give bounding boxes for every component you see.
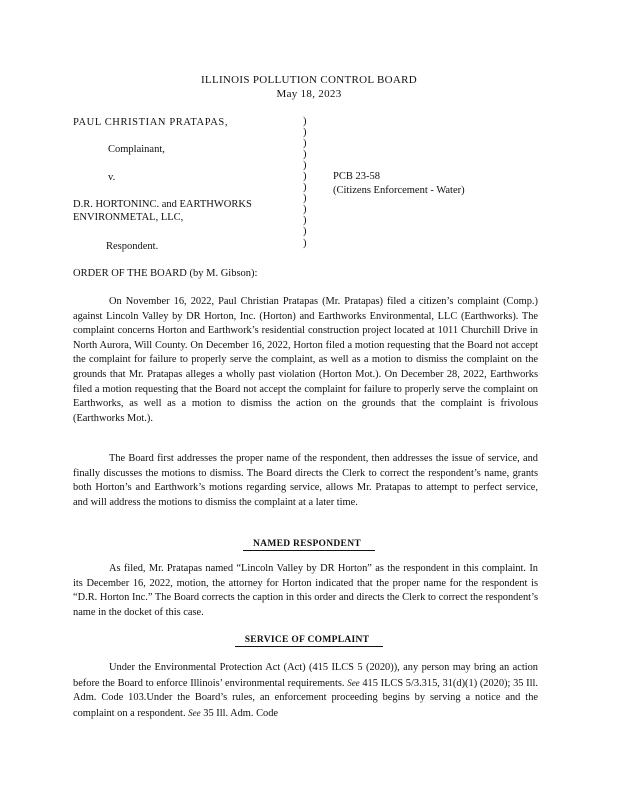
paragraph-4-text-c: 35 Ill. Adm. Code [203,707,279,719]
order-date: May 18, 2023 [276,88,342,100]
caption-paren: ) [303,226,307,237]
board-name: ILLINOIS POLLUTION CONTROL BOARD [200,74,418,86]
paragraph-4-text-a: Under the Environmental Protection Act (Act) (415 ILCS 5 (2020)), any person may bring an action before the Board to enforce Illinois’ environmental requirements. [73,662,538,689]
case-number: PCB 23-58 [333,171,380,182]
caption-paren: ) [303,127,307,138]
caption-paren: ) [303,204,307,215]
paragraph-4-text-b: 415 ILCS 5/3.315, 31(d)(1) (2020); 35 Ill. Adm. Code 103.Under the Board’s rules, an enforcement proceeding begins by serving a notice and the complaint on a respondent. [73,677,538,719]
paragraph-4 [73,661,538,721]
complainant-name: PAUL CHRISTIAN PRATAPAS, [73,117,229,128]
caption-paren: ) [303,171,307,182]
caption-paren: ) [303,193,307,204]
paragraph-2 [73,452,538,510]
see-citation-signal: See [188,707,201,718]
see-citation-signal: See [347,677,360,688]
service-of-complaint-heading: SERVICE OF COMPLAINT [235,635,384,647]
paragraph-3 [73,562,538,620]
versus: v. [108,172,116,183]
respondent-line-2: ENVIRONMETAL, LLC, [73,212,184,223]
caption-paren: ) [303,116,307,127]
caption-paren: ) [303,149,307,160]
respondent-line-1: D.R. HORTONINC. and EARTHWORKS [73,199,252,210]
caption-paren: ) [303,138,307,149]
caption-paren: ) [303,160,307,171]
paragraph-1-text: On November 16, 2022, Paul Christian Pratapas (Mr. Pratapas) filed a citizen’s complaint (Comp.) against Lincoln Valley by DR Horton, Inc. (Horton) and Earthworks Environmental, LLC (Earthworks). The complaint concerns Horton and Earthwork’s residential construction project located at 1011 Churchill Drive in North Aurora, Will County. On December 16, 2022, Horton filed a motion requesting that the Board not accept the complaint for failure to properly serve the complaint, as well as a motion to dismiss the complaint on the grounds that Mr. Pratapas alleges a wholly past violation (Horton Mot.). On December 28, 2022, Earthworks filed a motion requesting that the Board not accept the complaint for failure to properly serve the complaint on Earthworks, as well as a motion to dismiss the action on the grounds that the complaint is frivolous (Earthworks Mot.). [73,296,538,424]
case-type: (Citizens Enforcement - Water) [333,185,465,196]
paragraph-2-text: The Board first addresses the proper name of the respondent, then addresses the issue of service, and finally discusses the motions to dismiss. The Board directs the Clerk to correct the respondent’s name, grants both Horton’s and Earthwork’s motions regarding service, allows Mr. Pratapas to attempt to perfect service, and will address the motions to dismiss the complaint at a later time. [73,453,538,508]
caption-paren: ) [303,238,307,249]
paragraph-1 [73,295,538,426]
section-heading-service [0,635,618,645]
paragraph-3-text: As filed, Mr. Pratapas named “Lincoln Valley by DR Horton” as the respondent in this complaint. In its December 16, 2022, motion, the attorney for Horton indicated that the proper name for the respondent is “D.R. Horton Inc.” The Board corrects the caption in this order and directs the Clerk to correct the respondent’s name in the docket of this case. [73,563,538,618]
complainant-label: Complainant, [108,144,165,155]
respondent-label: Respondent. [106,241,159,252]
named-respondent-heading: NAMED RESPONDENT [243,539,375,551]
caption-paren: ) [303,215,307,226]
caption-paren: ) [303,182,307,193]
order-title: ORDER OF THE BOARD (by M. Gibson): [73,268,258,279]
section-heading-named-respondent [0,539,618,549]
